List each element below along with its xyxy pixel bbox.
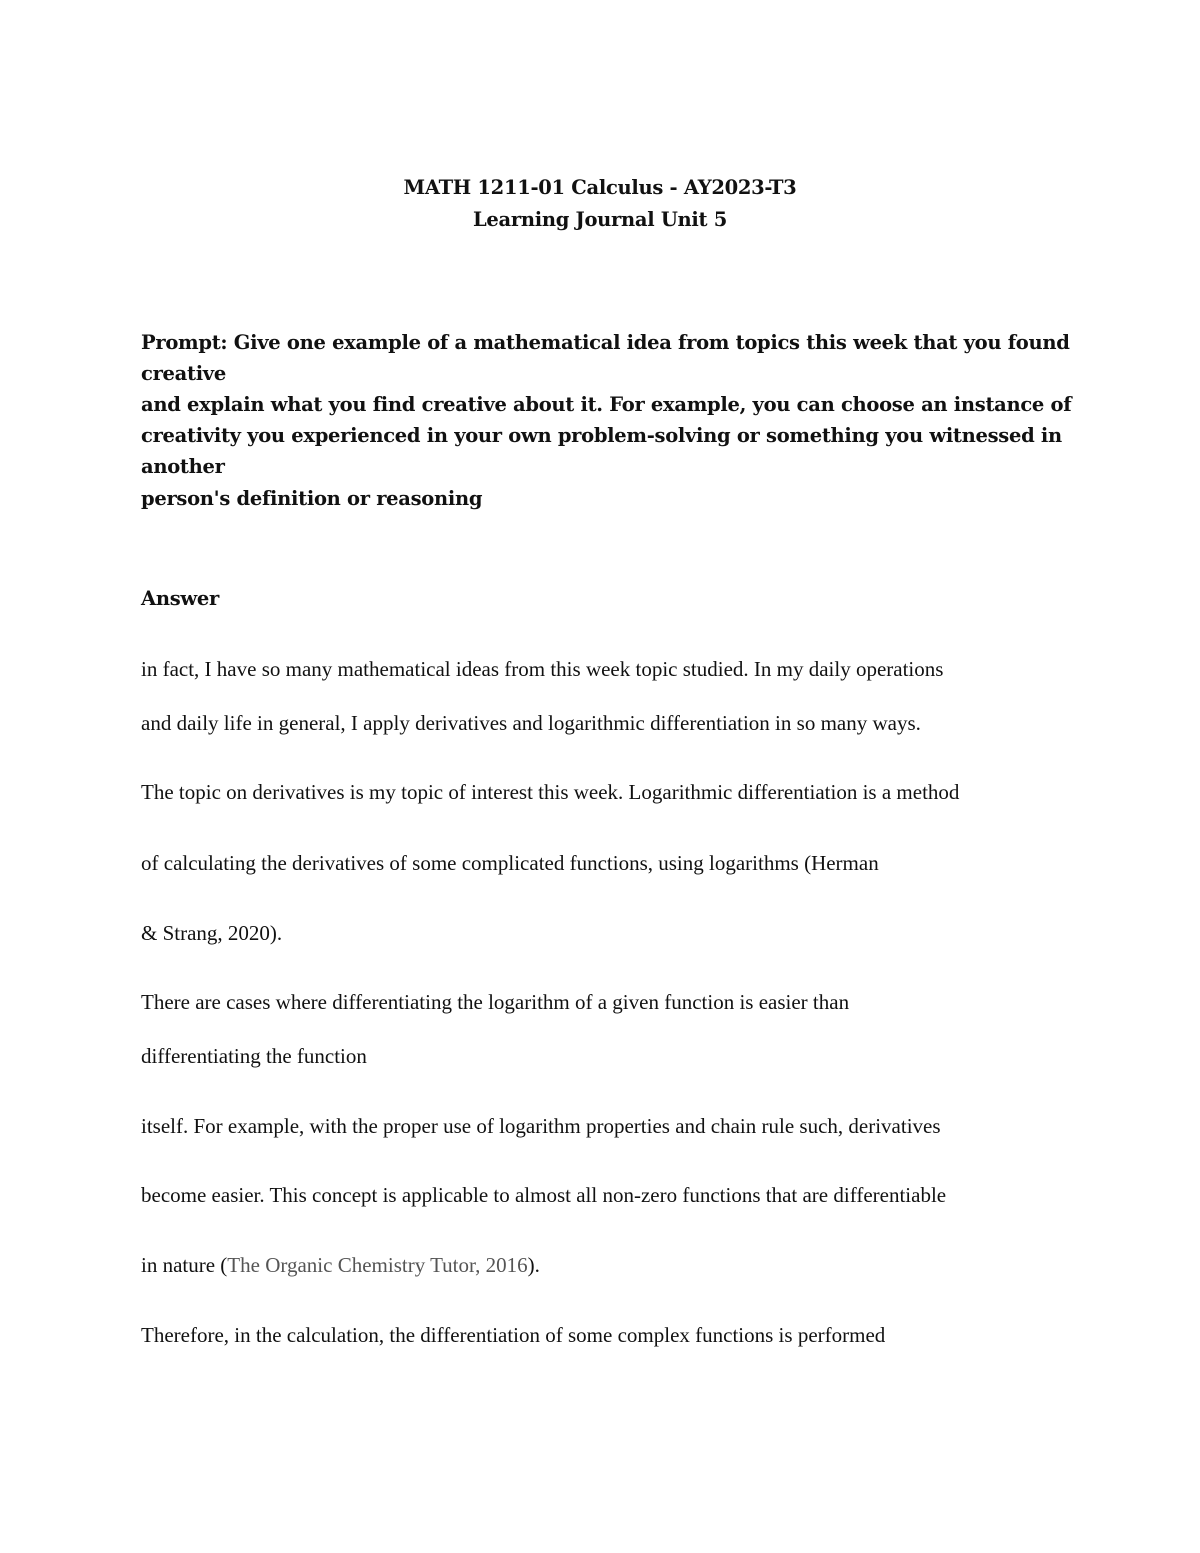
course-title: MATH 1211-01 Calculus - AY2023-T3 [403, 176, 797, 199]
answer-line-2: and daily life in general, I apply derivatives and logarithmic differentiation in so many ways. [141, 711, 921, 735]
prompt-line-5: another [141, 455, 225, 478]
prompt-line-2: creative [141, 362, 226, 385]
journal-title: Learning Journal Unit 5 [473, 208, 727, 231]
answer-line-5: & Strang, 2020). [141, 921, 283, 945]
answer-line-1: in fact, I have so many mathematical ideas from this week topic studied. In my daily operations [141, 657, 944, 681]
answer-citation-line [141, 1253, 540, 1277]
answer-line-3: The topic on derivatives is my topic of interest this week. Logarithmic differentiation is a method [141, 780, 960, 804]
answer-heading: Answer [141, 587, 219, 610]
answer-line-9: become easier. This concept is applicable to almost all non-zero functions that are differentiable [141, 1183, 947, 1207]
answer-line-8: itself. For example, with the proper use of logarithm properties and chain rule such, derivatives [141, 1114, 941, 1138]
citation-text: The Organic Chemistry Tutor, 2016 [227, 1253, 528, 1277]
prompt-line-6: person's definition or reasoning [141, 487, 483, 510]
prompt-line-3: and explain what you find creative about it. For example, you can choose an instance of [141, 393, 1072, 416]
answer-last-line: Therefore, in the calculation, the differentiation of some complex functions is performed [141, 1323, 886, 1347]
prompt-line-4: creativity you experienced in your own problem-solving or something you witnessed in [141, 424, 1062, 447]
answer-line-4: of calculating the derivatives of some complicated functions, using logarithms (Herman [141, 851, 879, 875]
answer-line-6: There are cases where differentiating the logarithm of a given function is easier than [141, 990, 850, 1014]
prompt-line-1: Prompt: Give one example of a mathematical idea from topics this week that you found [141, 331, 1070, 354]
citation-suffix: ). [527, 1253, 540, 1277]
citation-prefix: in nature ( [141, 1253, 228, 1277]
answer-line-7: differentiating the function [141, 1044, 367, 1068]
